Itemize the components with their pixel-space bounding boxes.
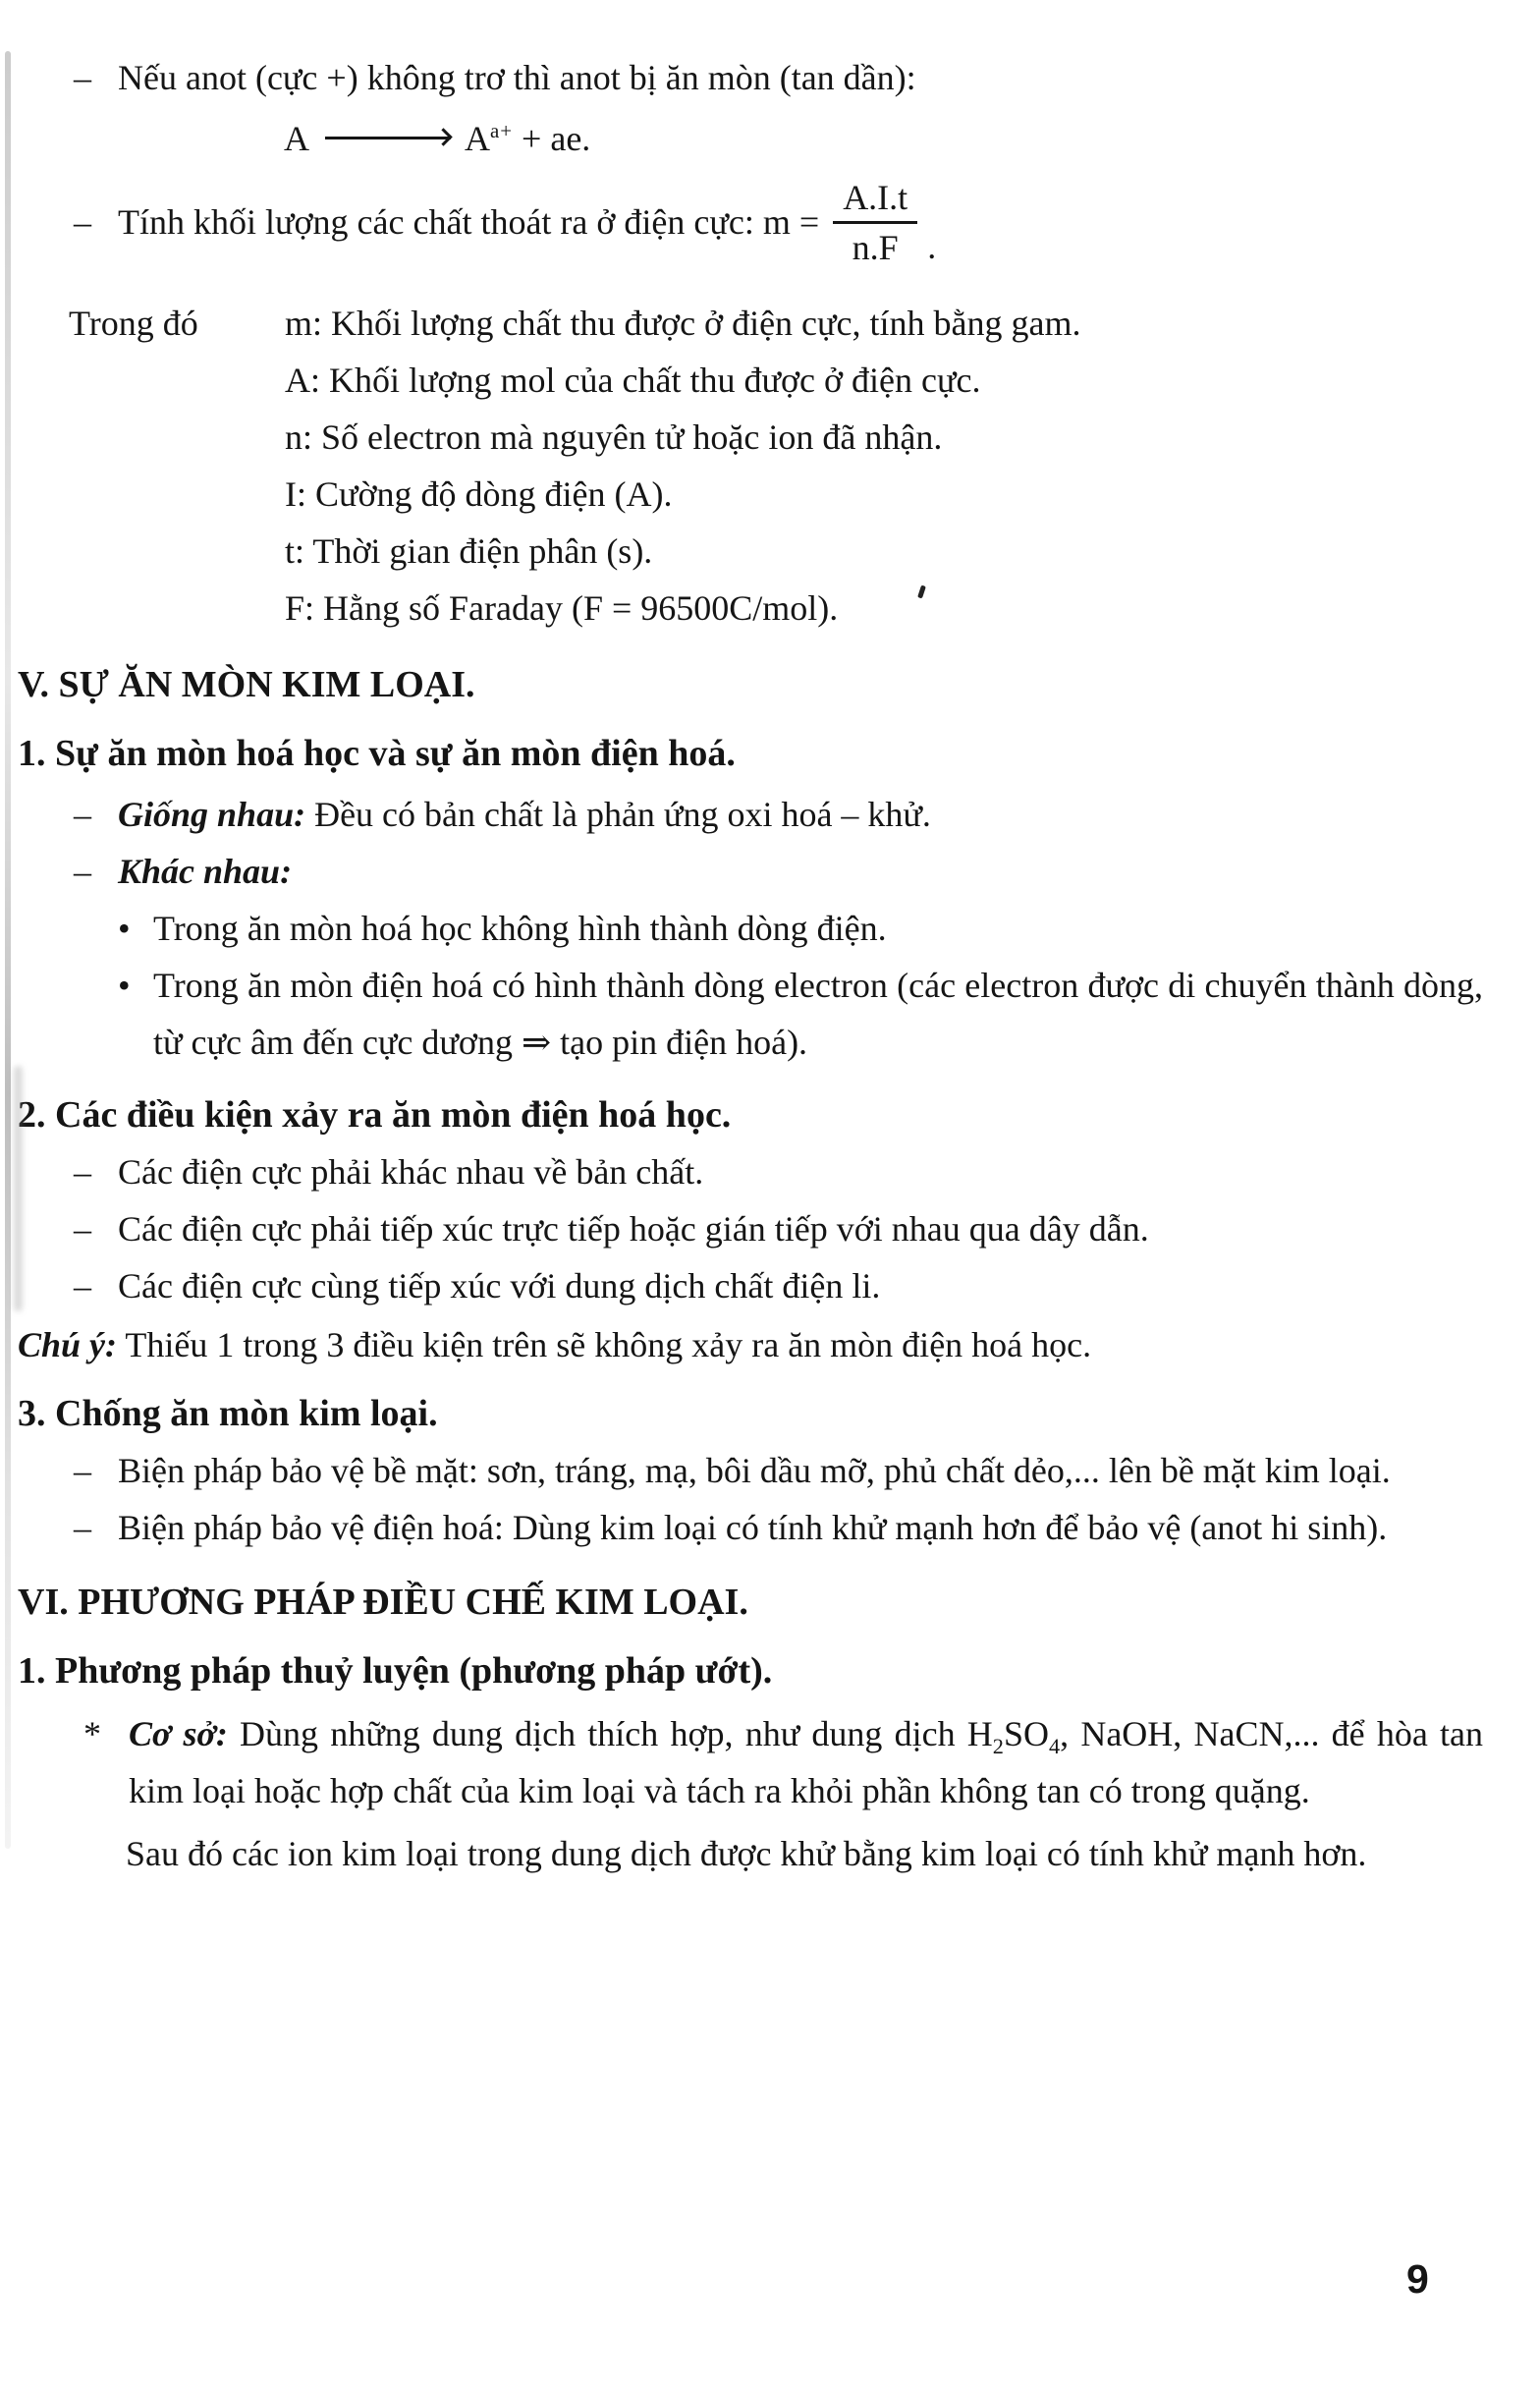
oxidation-equation: [284, 110, 1483, 167]
difference-line: [74, 843, 1483, 900]
dash-marker: –: [74, 1507, 91, 1547]
h2so4-subscript-2: 2: [992, 1734, 1004, 1759]
bullet-marker: •: [118, 965, 131, 1005]
fraction-numerator: A.I.t: [833, 177, 917, 224]
section-v-sub3-heading: 3. Chống ăn mòn kim loại.: [18, 1392, 438, 1434]
condition-1: [74, 1143, 1483, 1200]
difference-lead: Khác nhau:: [118, 851, 293, 891]
dash-marker: –: [74, 851, 91, 891]
where-label: Trong đó: [69, 303, 198, 343]
attention-note-text: Thiếu 1 trong 3 điều kiện trên sẽ không xảy ra ăn mòn điện hoá học.: [117, 1324, 1092, 1364]
dash-marker: –: [74, 1151, 91, 1192]
dash-marker: –: [74, 794, 91, 834]
definition-F: F: Hằng số Faraday (F = 96500C/mol).: [285, 587, 839, 628]
dash-marker: –: [74, 1208, 91, 1249]
scan-smudge-artifact: [14, 1066, 23, 1311]
definition-A: A: Khối lượng mol của chất thu được ở điện cực.: [285, 360, 981, 400]
anode-corrosion-line: [74, 49, 1483, 106]
condition-2: [74, 1200, 1483, 1257]
scan-edge-artifact: [5, 51, 11, 1849]
faraday-fraction: [833, 177, 917, 269]
h2so4-subscript-4: 4: [1048, 1734, 1061, 1759]
protection-2: [74, 1499, 1483, 1556]
protection-1-text: Biện pháp bảo vệ bề mặt: sơn, tráng, mạ, bôi dầu mỡ, phủ chất dẻo,... lên bề mặt kim loại.: [118, 1450, 1391, 1490]
difference-bullet-1: [118, 900, 1483, 957]
reaction-arrow-icon: [325, 137, 451, 139]
faraday-lead-text: Tính khối lượng các chất thoát ra ở điện cực: m =: [118, 202, 820, 243]
attention-note: [18, 1316, 1483, 1373]
equation-rhs-base: A: [465, 119, 490, 158]
fraction-period: .: [927, 226, 937, 266]
dash-marker: –: [74, 58, 91, 97]
difference-bullet-1-text: Trong ăn mòn hoá học không hình thành dòng điện.: [153, 908, 887, 948]
hydrometallurgy-followup: Sau đó các ion kim loại trong dung dịch được khử bằng kim loại có tính khử mạnh hơn.: [126, 1833, 1367, 1873]
protection-1: [74, 1442, 1483, 1499]
basis-text-2: SO: [1003, 1713, 1049, 1753]
section-vi-sub1-heading: 1. Phương pháp thuỷ luyện (phương pháp ướt).: [18, 1649, 773, 1692]
hydrometallurgy-basis: [83, 1705, 1483, 1819]
definition-t: t: Thời gian điện phân (s).: [285, 530, 653, 571]
condition-3-text: Các điện cực cùng tiếp xúc với dung dịch chất điện li.: [118, 1265, 881, 1306]
definition-m: m: Khối lượng chất thu được ở điện cực, tính bằng gam.: [285, 303, 1081, 343]
equation-rhs-superscript: a+: [490, 119, 514, 142]
similarity-line: [74, 786, 1483, 843]
faraday-mass-line: [74, 177, 1483, 275]
section-v-sub1-heading: 1. Sự ăn mòn hoá học và sự ăn mòn điện hoá.: [18, 732, 736, 774]
dash-marker: –: [74, 1265, 91, 1306]
attention-note-lead: Chú ý:: [18, 1324, 118, 1364]
faraday-legend-row: [69, 295, 1483, 352]
dash-marker: –: [74, 202, 91, 243]
condition-2-text: Các điện cực phải tiếp xúc trực tiếp hoặc gián tiếp với nhau qua dây dẫn.: [118, 1208, 1149, 1249]
difference-bullet-2-text: Trong ăn mòn điện hoá có hình thành dòng electron (các electron được di chuyển thành dòng, từ cực âm đến cực dương ⇒ tạo pin điện hoá).: [153, 965, 1483, 1062]
basis-text-3: , NaOH, NaCN,... để hòa tan kim loại hoặc hợp chất của kim loại và tách ra khỏi phần không tan có trong quặng.: [129, 1713, 1483, 1810]
similarity-lead: Giống nhau:: [118, 794, 306, 834]
anode-corrosion-text: Nếu anot (cực +) không trơ thì anot bị ăn mòn (tan dần):: [118, 58, 916, 97]
section-v-sub2-heading: 2. Các điều kiện xảy ra ăn mòn điện hoá học.: [18, 1093, 732, 1136]
bullet-marker: •: [118, 908, 131, 948]
section-v-heading: V. SỰ ĂN MÒN KIM LOẠI.: [18, 663, 475, 705]
difference-bullet-2: [118, 957, 1483, 1071]
condition-1-text: Các điện cực phải khác nhau về bản chất.: [118, 1151, 704, 1192]
definition-I: I: Cường độ dòng điện (A).: [285, 473, 673, 514]
definition-n: n: Số electron mà nguyên tử hoặc ion đã nhận.: [285, 417, 943, 457]
basis-lead: Cơ sở:: [129, 1713, 228, 1753]
page-number: 9: [1406, 2256, 1429, 2302]
protection-2-text: Biện pháp bảo vệ điện hoá: Dùng kim loại có tính khử mạnh hơn để bảo vệ (anot hi sinh).: [118, 1507, 1388, 1547]
basis-text-1: Dùng những dung dịch thích hợp, như dung dịch H: [227, 1713, 993, 1753]
similarity-text: Đều có bản chất là phản ứng oxi hoá – khử.: [305, 794, 931, 834]
asterisk-marker: *: [83, 1713, 101, 1753]
section-vi-heading: VI. PHƯƠNG PHÁP ĐIỀU CHẾ KIM LOẠI.: [18, 1581, 748, 1623]
equation-rhs-tail: + ae.: [513, 119, 591, 158]
fraction-denominator: n.F: [852, 228, 899, 268]
condition-3: [74, 1257, 1483, 1314]
dash-marker: –: [74, 1450, 91, 1490]
equation-lhs: A: [284, 119, 309, 158]
